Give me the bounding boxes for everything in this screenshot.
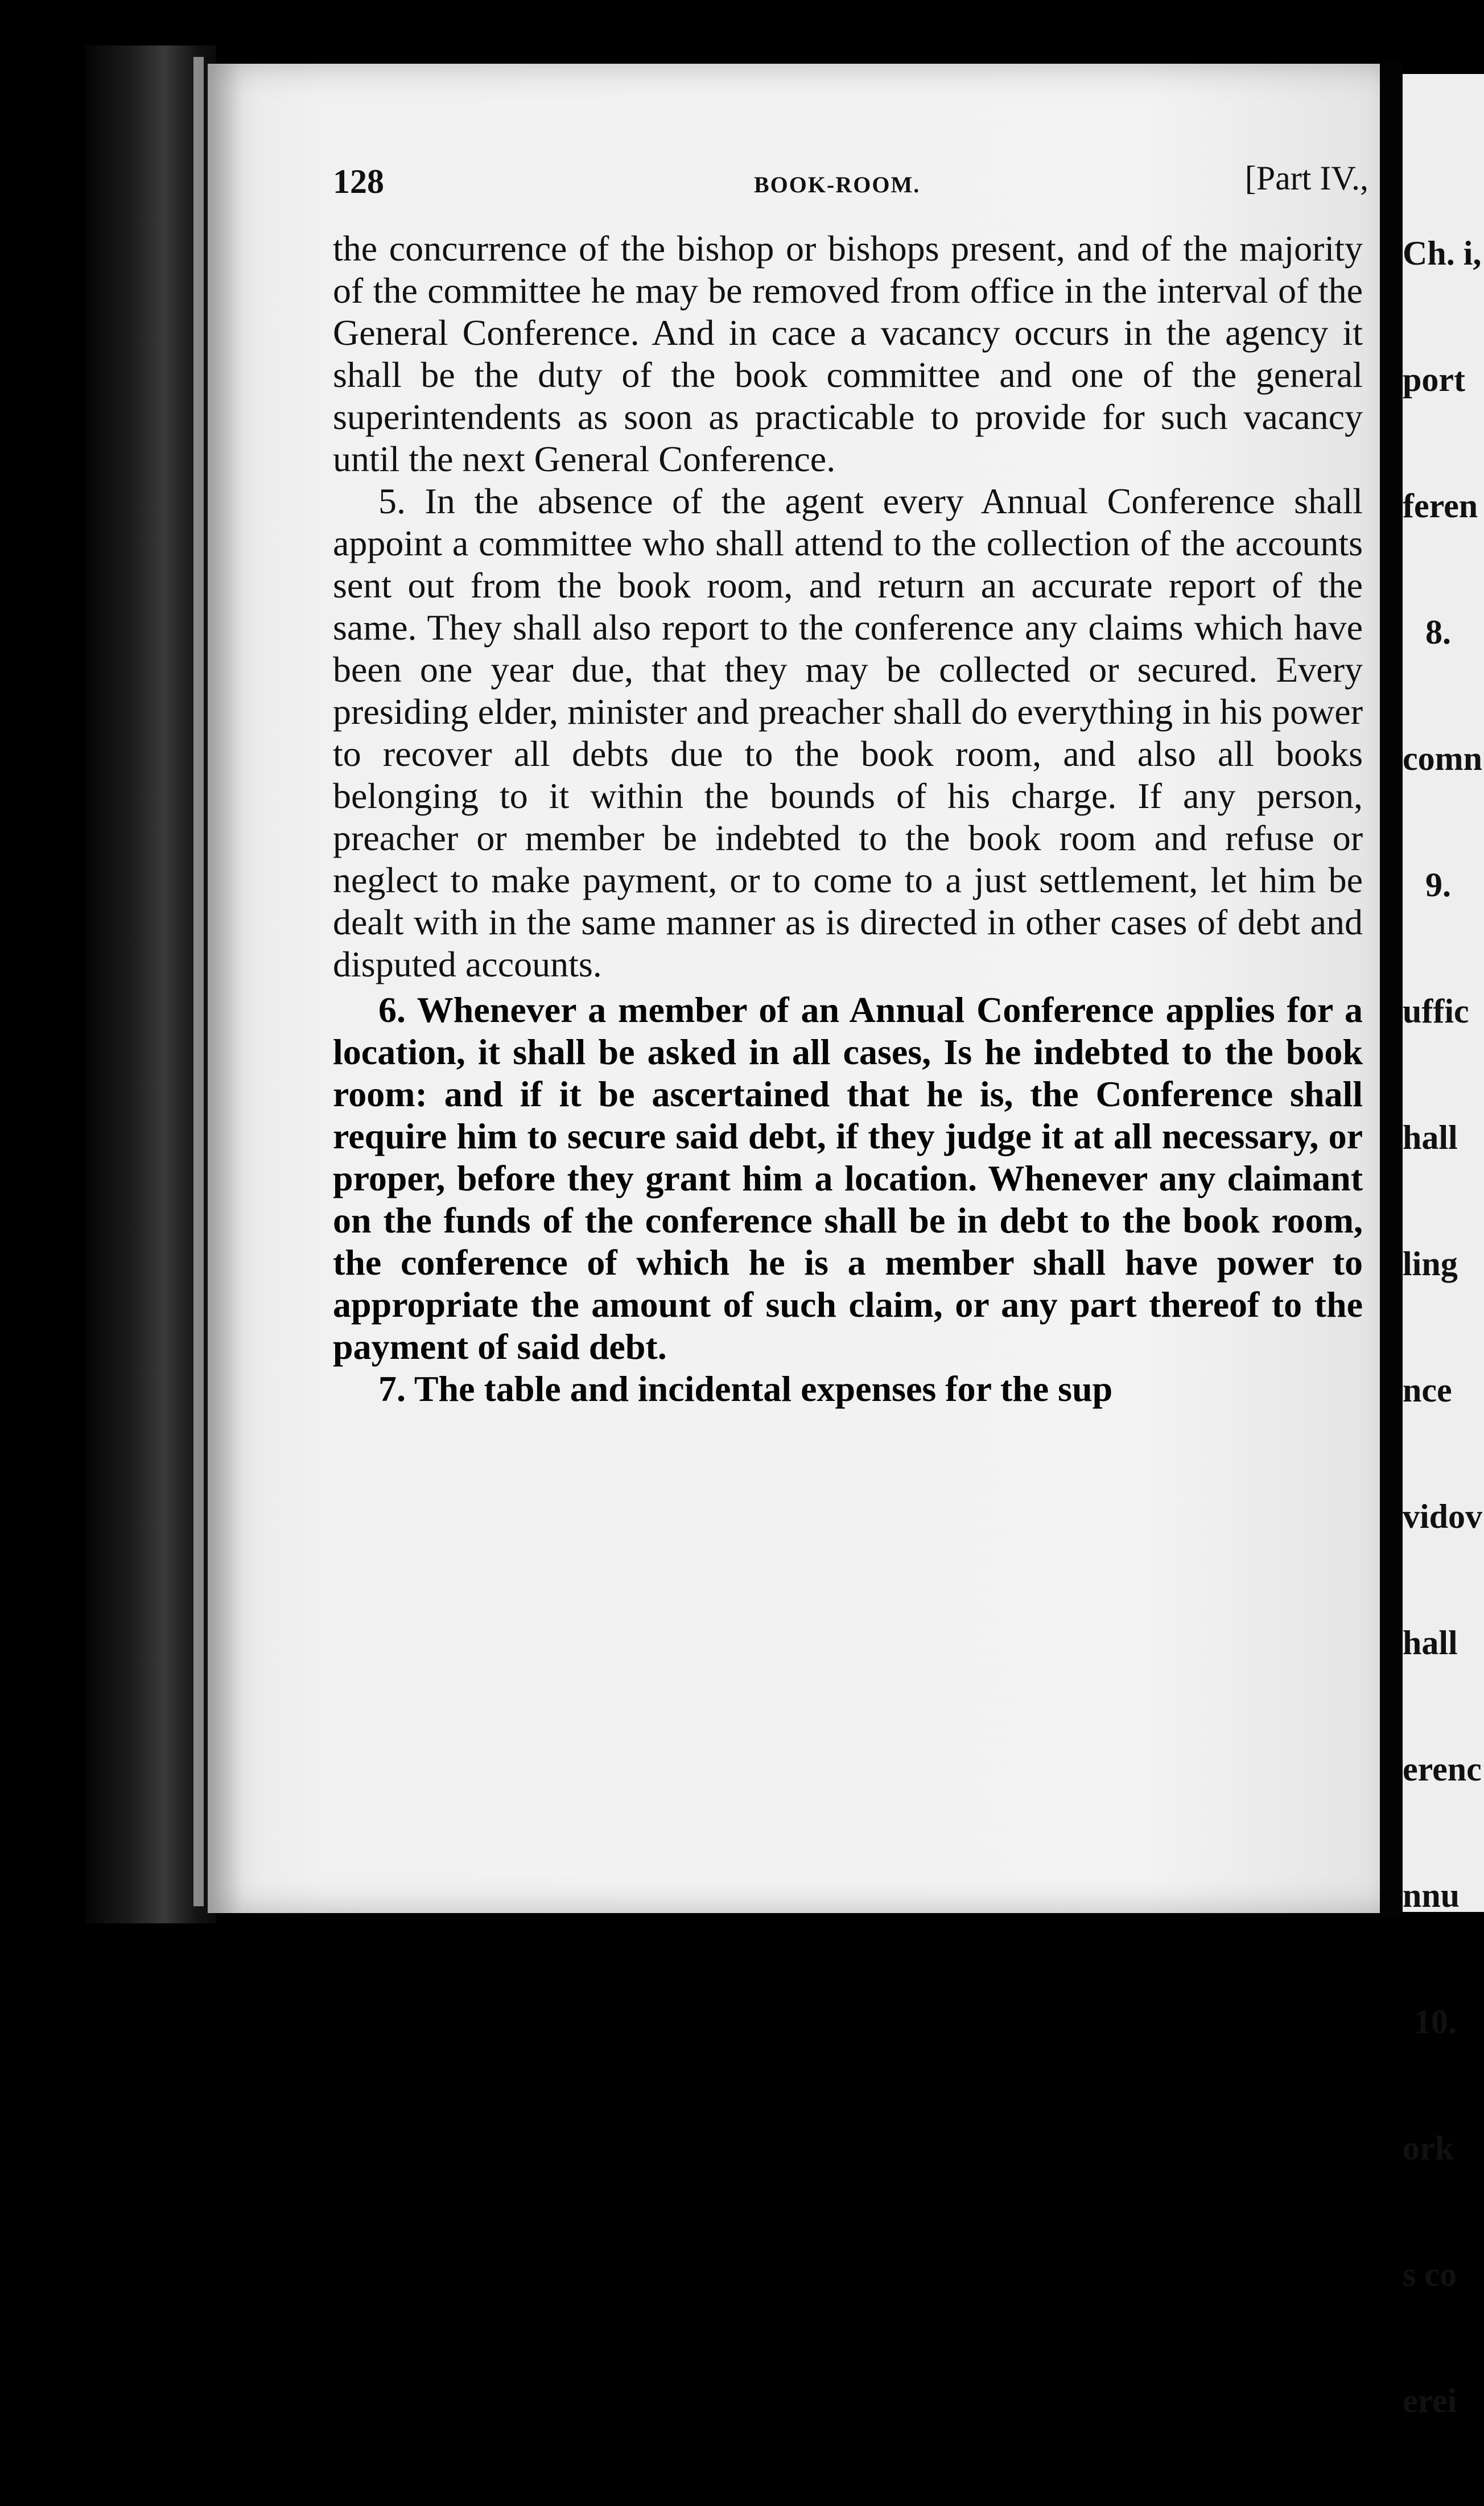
facing-line: Ch. i, — [1403, 234, 1482, 272]
facing-line: ork — [1403, 2129, 1454, 2167]
page-header — [333, 159, 1368, 213]
paragraph-continued: the concurrence of the bishop or bishops present, and of the majority of the committee he may be removed from office in the interval of the General Conference. And in cace a vacancy occurs in the agency it shall be the duty of the book committee and one of the general superintendents as soon as practicable to provide for such vacancy until the next General Conference. — [333, 228, 1363, 479]
facing-line: feren — [1403, 487, 1478, 525]
facing-line: erei — [1403, 2382, 1457, 2420]
facing-line: erenc — [1403, 1750, 1482, 1788]
page-body — [333, 228, 1363, 1410]
facing-line: nce — [1403, 1371, 1452, 1409]
page-gutter — [1380, 63, 1403, 1918]
facing-page-text — [1403, 165, 1482, 2506]
facing-line: vidov — [1403, 1498, 1483, 1535]
part-reference: [Part IV., — [1244, 159, 1368, 197]
facing-line: hall — [1403, 1119, 1458, 1156]
paragraph-7: 7. The table and incidental expenses for the sup — [378, 1369, 1113, 1409]
facing-line: 9. — [1425, 866, 1451, 904]
page-number: 128 — [333, 163, 384, 200]
facing-line: 10. — [1414, 2003, 1457, 2041]
facing-line: ling — [1403, 1245, 1458, 1283]
facing-line: s co — [1403, 2256, 1457, 2293]
facing-line: hall — [1403, 1624, 1458, 1662]
facing-line: uffic — [1403, 992, 1469, 1030]
paragraph-5: 5. In the absence of the agent every Annual Conference shall appoint a committee who shall attend to the collection of the accounts sent out from the book room, and return an accurate report of the same. They shall also report to the conference any claims which have been one year due, that they may be collected or secured. Every presiding elder, minister and preacher shall do everything in his power to recover all debts due to the book room, and also all books belonging to it within the bounds of his charge. If any person, preacher or member be indebted to the book room and refuse or neglect to make payment, or to come to a just settlement, let him be dealt with in the same manner as is directed in other cases of debt and disputed accounts. — [333, 481, 1363, 984]
spine-edge — [193, 57, 204, 1906]
paragraph-6: 6. Whenever a member of an Annual Conference applies for a location, it shall be asked in all cases, Is he indebted to the book room: and if it be ascertained that he is, the Conference shall require him to secure said debt, if they judge it at all necessary, or proper, before they grant him a location. Whenever any claimant on the funds of the conference shall be in debt to the book room, the conference of which he is a member shall have power to appropriate the amount of such claim, or any part thereof to the payment of said debt. — [333, 990, 1363, 1367]
facing-page — [1403, 74, 1484, 2420]
facing-line: 8. — [1425, 613, 1451, 651]
facing-line: port — [1403, 361, 1465, 398]
facing-line: comn — [1403, 740, 1482, 777]
running-title: BOOK-ROOM. — [754, 172, 921, 197]
facing-line: nnu — [1403, 1877, 1460, 1914]
